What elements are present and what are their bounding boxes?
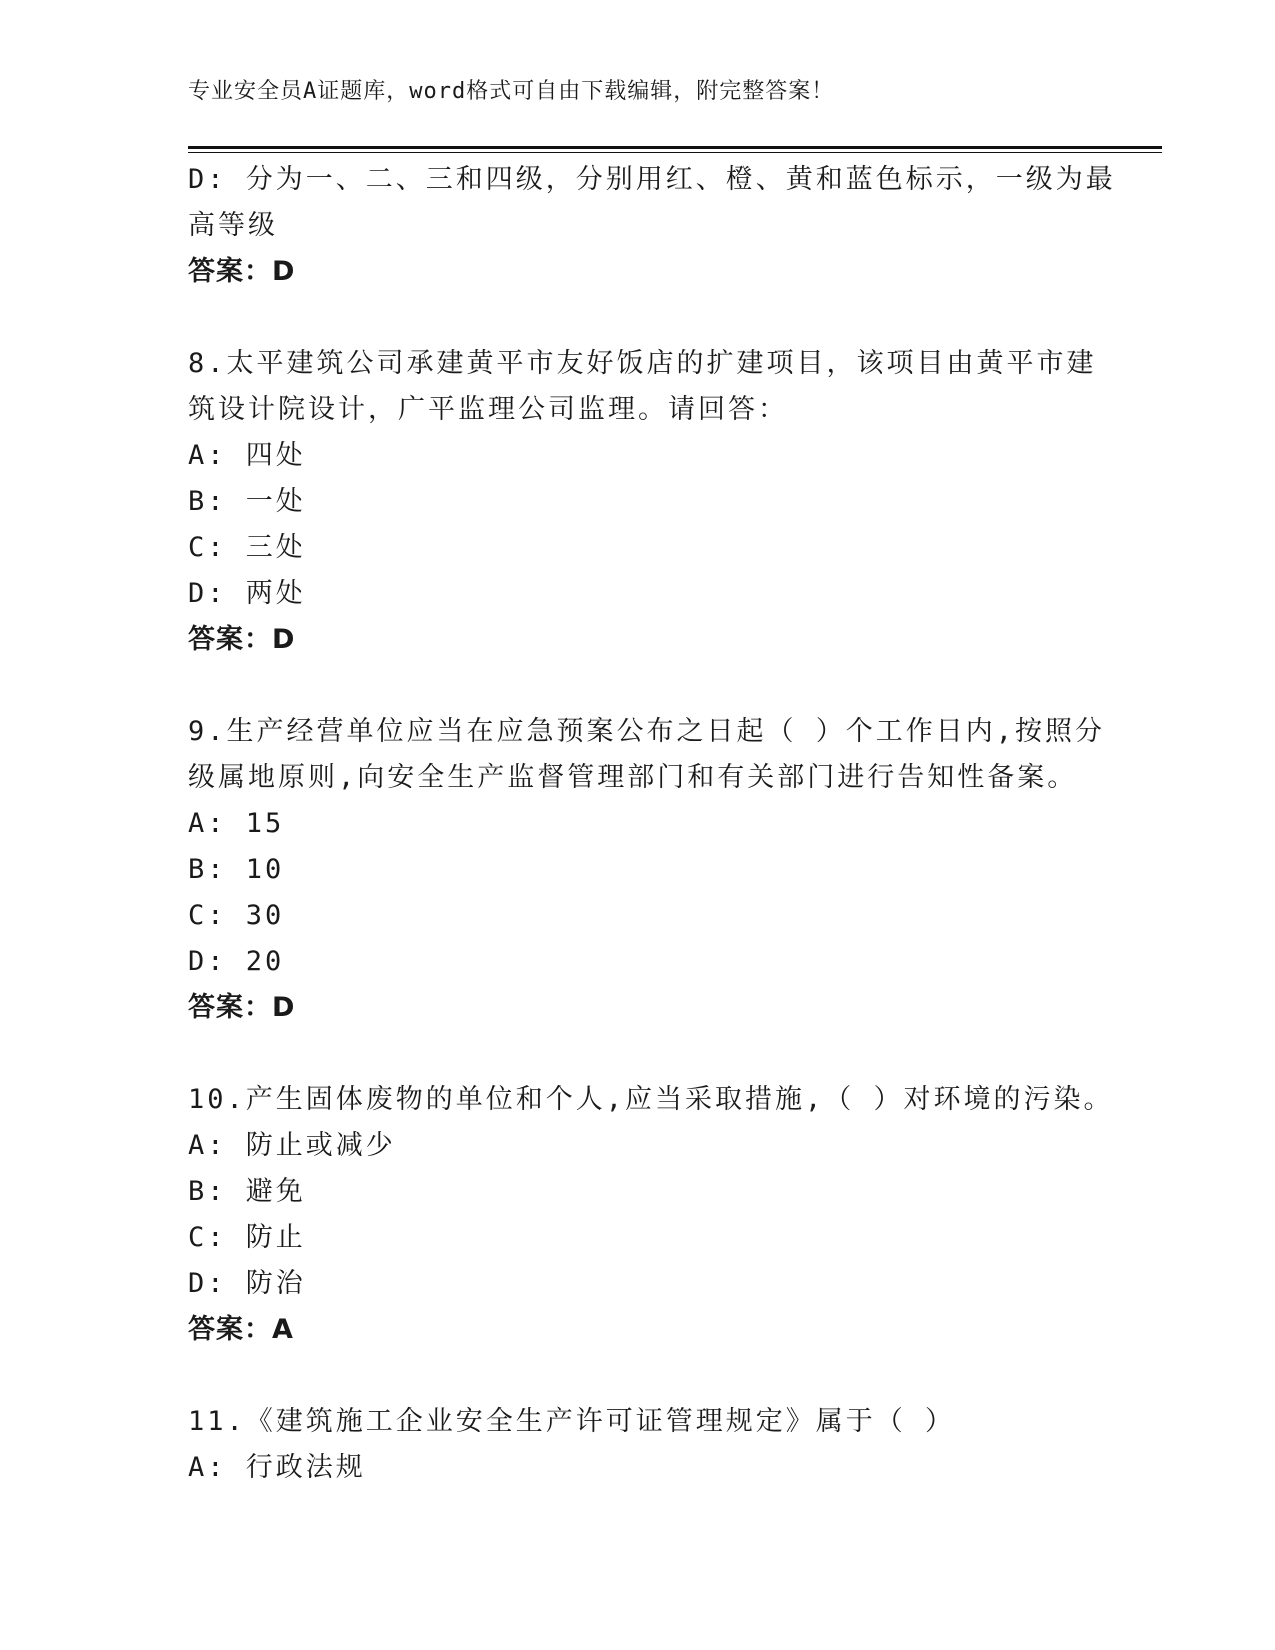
option-c: C: 防止 [188, 1222, 306, 1253]
header-rule-thin [188, 152, 1162, 153]
question-text-continued: 筑设计院设计，广平监理公司监理。请回答： [188, 394, 788, 425]
option-d-continued: 高等级 [188, 210, 278, 241]
option-b: B: 10 [188, 854, 285, 885]
document-body [188, 157, 1116, 1491]
option-b: B: 一处 [188, 486, 306, 517]
option-a: A: 15 [188, 808, 285, 839]
question-text-continued: 级属地原则,向安全生产监督管理部门和有关部门进行告知性备案。 [188, 762, 1078, 793]
answer: 答案：D [188, 992, 296, 1023]
option-d: D: 两处 [188, 578, 306, 609]
page-header: 专业安全员A证题库，word格式可自由下载编辑，附完整答案！ [188, 79, 835, 104]
question-10 [188, 1077, 1114, 1353]
header-rule-thick [188, 146, 1162, 149]
option-c: C: 30 [188, 900, 285, 931]
option-c: C: 三处 [188, 532, 306, 563]
option-a: A: 行政法规 [188, 1452, 366, 1483]
option-a: A: 防止或减少 [188, 1130, 396, 1161]
option-b: B: 避免 [188, 1176, 306, 1207]
question-8 [188, 341, 1097, 663]
question-9 [188, 709, 1106, 1031]
question-7-tail [188, 157, 1116, 295]
question-text: 8.太平建筑公司承建黄平市友好饭店的扩建项目，该项目由黄平市建 [188, 348, 1097, 379]
answer: 答案：A [188, 1314, 294, 1345]
answer: 答案：D [188, 256, 296, 287]
option-a: A: 四处 [188, 440, 306, 471]
question-text: 11.《建筑施工企业安全生产许可证管理规定》属于（ ） [188, 1406, 956, 1437]
answer: 答案：D [188, 624, 296, 655]
question-text: 10.产生固体废物的单位和个人,应当采取措施,（ ）对环境的污染。 [188, 1084, 1114, 1115]
question-11 [188, 1399, 1088, 1491]
option-d: D: 20 [188, 946, 285, 977]
question-text: 9.生产经营单位应当在应急预案公布之日起（ ）个工作日内,按照分 [188, 716, 1106, 747]
option-d: D: 分为一、二、三和四级，分别用红、橙、黄和蓝色标示，一级为最 [188, 164, 1116, 195]
option-d: D: 防治 [188, 1268, 306, 1299]
